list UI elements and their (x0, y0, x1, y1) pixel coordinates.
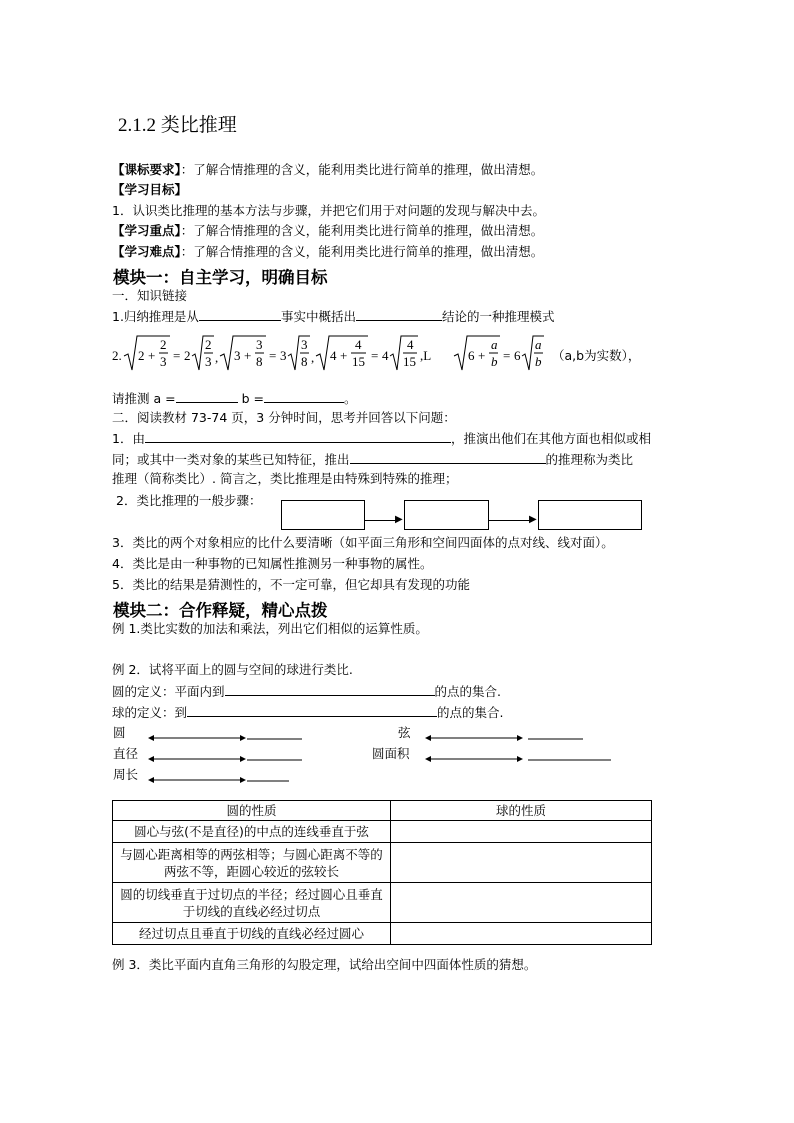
svg-text:3: 3 (256, 337, 263, 352)
key-point-label: 【学习重点】 (112, 223, 181, 238)
reading-1-b: ，推演出他们在其他方面也相似或相 (450, 431, 651, 446)
blank-5[interactable] (225, 683, 435, 696)
question-1 (112, 308, 554, 325)
difficult-point-label: 【学习难点】 (112, 244, 181, 259)
step-box-1[interactable] (281, 500, 365, 530)
reading-1-line-3: 推理（简称类比）. 简言之，类比推理是由特殊到特殊的推理； (112, 471, 458, 486)
double-arrow-icon (148, 753, 304, 765)
svg-text:6: 6 (468, 348, 475, 363)
section-knowledge-link: 一．知识链接 (112, 288, 188, 303)
table-header-circle: 圆的性质 (113, 801, 391, 821)
learning-goal-1: 1．认识类比推理的基本方法与步骤，并把它们用于对问题的发现与解决中去。 (112, 203, 545, 218)
svg-text:3: 3 (160, 354, 167, 369)
svg-text:3: 3 (301, 337, 308, 352)
reading-1-a: 1．由 (112, 431, 145, 446)
svg-text:4: 4 (330, 348, 337, 363)
double-arrow-icon (148, 774, 292, 786)
example-3: 例 3．类比平面内直角三角形的勾股定理，试给出空间中四面体性质的猜想。 (112, 957, 537, 972)
table-cell: 与圆心距离相等的两弦相等；与圆心距离不等的两弦不等，距圆心较近的弦较长 (113, 843, 391, 883)
svg-text:2: 2 (184, 348, 191, 363)
table-cell-answer[interactable] (391, 923, 652, 945)
sphere-def-b: 的点的集合. (437, 705, 504, 720)
svg-text:4: 4 (407, 337, 414, 352)
svg-text:,: , (215, 350, 219, 365)
table-cell-answer[interactable] (391, 883, 652, 923)
svg-text:+: + (478, 348, 486, 363)
formula-number: 2. (112, 348, 122, 363)
course-requirement-text: ：了解合情推理的含义，能利用类比进行简单的推理，做出清想。 (180, 162, 544, 177)
circle-definition (112, 683, 501, 700)
blank-1[interactable] (199, 308, 281, 321)
module-2-heading: 模块二：合作释疑，精心点拨 (113, 601, 328, 620)
step-box-2[interactable] (404, 500, 489, 530)
svg-text:3: 3 (205, 354, 212, 369)
svg-text:2: 2 (138, 348, 145, 363)
circle-def-a: 圆的定义：平面内到 (112, 684, 225, 699)
question-1-part-a: 1.归纳推理是从 (112, 309, 199, 324)
properties-table (112, 800, 652, 945)
step-box-3[interactable] (538, 500, 642, 530)
svg-text:+: + (244, 348, 252, 363)
blank-b[interactable] (264, 390, 344, 403)
pair-label-circle: 圆 (113, 725, 126, 740)
reading-2: 2．类比推理的一般步骤： (116, 493, 262, 508)
example-2: 例 2．试将平面上的圆与空间的球进行类比. (112, 662, 353, 677)
svg-text:6: 6 (514, 348, 521, 363)
table-cell: 圆心与弦(不是直径)的中点的连线垂直于弦 (113, 821, 391, 843)
reading-4: 4．类比是由一种事物的已知属性推测另一种事物的属性。 (112, 556, 433, 571)
question-1-part-c: 结论的一种推理模式 (441, 309, 555, 324)
svg-text:=: = (269, 348, 277, 363)
step-arrow-2 (488, 520, 532, 521)
svg-text:=: = (173, 348, 181, 363)
svg-text:2: 2 (205, 337, 212, 352)
double-arrow-icon (148, 732, 304, 744)
guess-end: 。 (343, 391, 357, 406)
svg-text:+: + (340, 348, 348, 363)
formula-note: （a,b为实数）， (552, 348, 641, 363)
svg-text:a: a (491, 337, 498, 352)
blank-4[interactable] (350, 451, 546, 464)
double-arrow-icon (425, 732, 585, 744)
reading-1-line-1 (112, 430, 651, 447)
double-arrow-icon (425, 753, 615, 765)
guess-b-label: b = (241, 391, 264, 406)
table-row (113, 883, 652, 923)
reading-1-line-2 (112, 451, 633, 468)
question-1-part-b: 事实中概括出 (280, 309, 356, 324)
circle-def-b: 的点的集合. (434, 684, 501, 699)
table-row (113, 821, 652, 843)
course-requirement-label: 【课标要求】 (112, 162, 181, 177)
svg-text:4: 4 (355, 337, 362, 352)
guess-line (112, 390, 356, 407)
svg-text:,: , (311, 350, 315, 365)
difficult-point-text: ：了解合情推理的含义，能利用类比进行简单的推理，做出清想。 (180, 244, 544, 259)
svg-text:b: b (535, 354, 542, 369)
section-reading: 二．阅读教材 73-74 页，3 分钟时间，思考并回答以下问题： (112, 410, 456, 425)
blank-3[interactable] (145, 430, 451, 443)
module-1-heading: 模块一：自主学习，明确目标 (113, 268, 328, 287)
pair-label-chord: 弦 (398, 725, 411, 740)
svg-text:3: 3 (280, 348, 287, 363)
svg-text:8: 8 (256, 354, 263, 369)
svg-text:8: 8 (301, 354, 308, 369)
table-cell: 经过切点且垂直于切线的直线必经过圆心 (113, 923, 391, 945)
svg-text:2: 2 (160, 337, 167, 352)
pair-label-circle-area: 圆面积 (372, 746, 410, 761)
svg-text:=: = (371, 348, 379, 363)
svg-text:+: + (148, 348, 156, 363)
table-row (113, 923, 652, 945)
example-1: 例 1.类比实数的加法和乘法，列出它们相似的运算性质。 (112, 621, 428, 636)
key-point-text: ：了解合情推理的含义，能利用类比进行简单的推理，做出清想。 (180, 223, 544, 238)
page-title: 2.1.2 类比推理 (118, 115, 237, 136)
table-cell-answer[interactable] (391, 821, 652, 843)
radical-formula (110, 330, 670, 378)
step-arrow-1 (364, 520, 398, 521)
blank-2[interactable] (356, 308, 442, 321)
pair-label-perimeter: 周长 (113, 767, 139, 782)
reading-3: 3．类比的两个对象相应的比什么要清晰（如平面三角形和空间四面体的点对线、线对面）。 (112, 535, 614, 550)
table-row (113, 843, 652, 883)
pair-label-diameter: 直径 (113, 746, 139, 761)
learning-goal-label (112, 182, 187, 198)
table-header-sphere: 球的性质 (391, 801, 652, 821)
arrowhead-icon: ▶ (395, 514, 403, 525)
svg-text:15: 15 (352, 354, 365, 369)
svg-text:=: = (503, 348, 511, 363)
table-cell-answer[interactable] (391, 843, 652, 883)
blank-a[interactable] (176, 390, 238, 403)
svg-text:a: a (535, 337, 542, 352)
svg-text:4: 4 (382, 348, 389, 363)
guess-a-label: 请推测 a = (112, 391, 176, 406)
sphere-definition (112, 704, 504, 721)
sphere-def-a: 球的定义：到 (112, 705, 188, 720)
svg-text:3: 3 (234, 348, 241, 363)
learning-goal-label-text: 【学习目标】 (112, 182, 188, 197)
svg-text:15: 15 (403, 354, 416, 369)
svg-text:b: b (491, 354, 498, 369)
arrowhead-icon: ▶ (529, 514, 537, 525)
reading-1-d: 的推理称为类比 (545, 452, 634, 467)
key-point (112, 223, 543, 239)
formula-ellipsis: ,L (420, 348, 432, 363)
table-cell: 圆的切线垂直于过切点的半径；经过圆心且垂直于切线的直线必经过切点 (113, 883, 391, 923)
difficult-point (112, 244, 543, 260)
course-requirement (112, 162, 543, 178)
reading-1-c: 同；或其中一类对象的某些已知特征，推出 (112, 452, 350, 467)
blank-6[interactable] (187, 704, 437, 717)
reading-5: 5．类比的结果是猜测性的，不一定可靠，但它却具有发现的功能 (112, 577, 470, 592)
